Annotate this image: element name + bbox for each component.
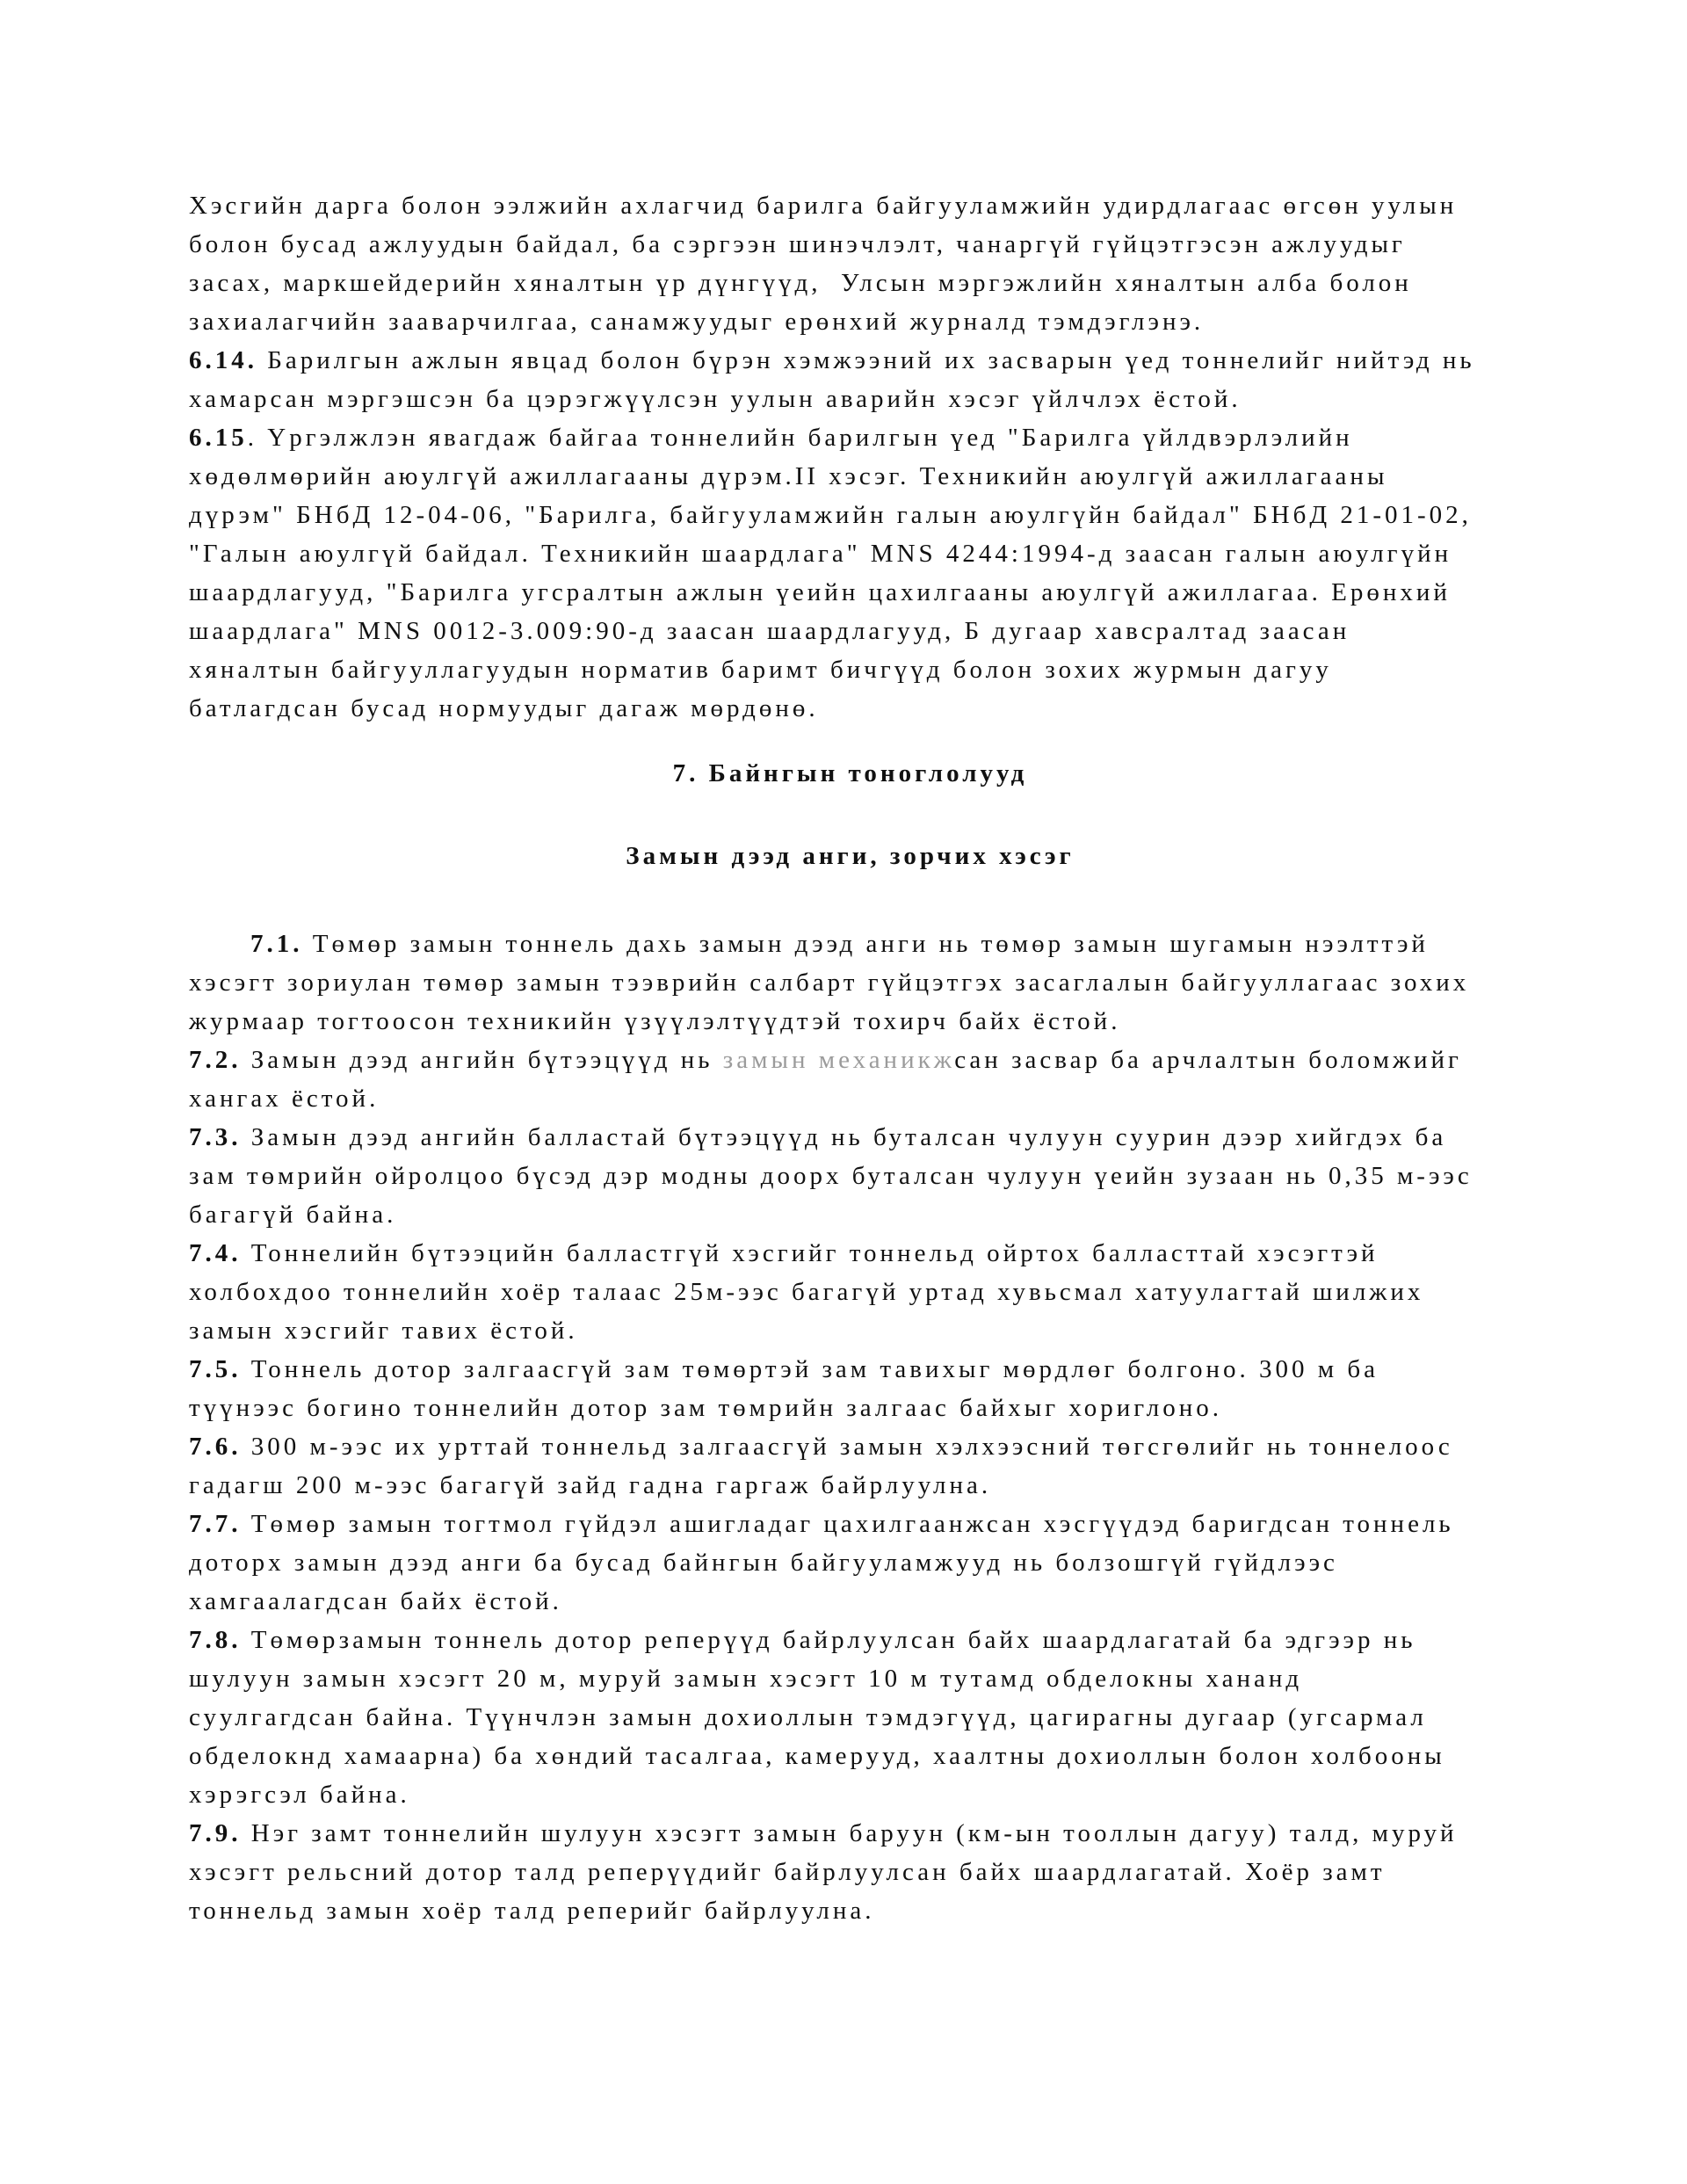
text-line [189,1273,1511,1311]
text-line [189,341,1511,380]
text-line [189,1466,1511,1505]
text-segment: Төмөрзамын тоннель дотор реперүүд байрлуулсан байх шаардлагатай ба эдгээр нь [241,1626,1416,1654]
text-line [189,1118,1511,1157]
text-segment: багагүй байна. [189,1201,397,1229]
text-line [189,1853,1511,1891]
text-segment: шулуун замын хэсэгт 20 м, муруй замын хэсэгт 10 м тутамд обделокны хананд [189,1665,1303,1693]
text-segment: Төмөр замын тогтмол гүйдэл ашигладаг цахилгаанжсан хэсгүүдэд баригдсан тоннель [241,1510,1454,1538]
clause-number: 6.14. [189,346,257,374]
heading-chapter-7 [189,754,1511,793]
clause-number: 7.5. [189,1355,242,1383]
document-body [189,186,1511,1930]
text-segment: зам төмрийн ойролцоо бүсэд дэр модны доорх буталсан чулуун үеийн зузаан нь 0,35 м-ээс [189,1162,1473,1190]
text-line [189,754,1511,793]
text-segment: Төмөр замын тоннель дахь замын дээд анги нь төмөр замын шугамын нээлттэй [302,930,1429,958]
text-line [189,418,1511,457]
text-segment: хэрэгсэл байна. [189,1781,410,1809]
faded-text: замын механикж [722,1046,955,1074]
text-line [189,1621,1511,1659]
text-segment: холбохдоо тоннелийн хоёр талаас 25м-ээс багагүй уртад хувьсмал хатуулагтай шилжих [189,1278,1424,1306]
text-segment: хөдөлмөрийн аюулгүй ажиллагааны дүрэм.II хэсэг. Техникийн аюулгүй ажиллагааны [189,462,1388,490]
para-7-7 [189,1505,1511,1621]
text-segment: обделокнд хамаарна) ба хөндий тасалгаа, камерууд, хаалтны дохиоллын болон холбооны [189,1742,1445,1770]
text-line [189,1891,1511,1930]
text-segment: Барилгын ажлын явцад болон бүрэн хэмжээний их засварын үед тоннелийг нийтэд нь [257,346,1475,374]
para-6-14 [189,341,1511,418]
text-segment: Хэсгийн дарга болон ээлжийн ахлагчид барилга байгууламжийн удирдлагаас өгсөн уулын [189,192,1458,220]
text-line [189,1698,1511,1737]
text-line [189,1775,1511,1814]
text-line [189,1427,1511,1466]
text-segment: шаардлага" MNS 0012-3.009:90-д заасан шаардлагууд, Б дугаар хавсралтад заасан [189,617,1350,645]
text-segment: гадагш 200 м-ээс багагүй зайд гадна гаргаж байрлуулна. [189,1471,992,1499]
text-segment: хангах ёстой. [189,1085,380,1113]
text-segment: Тоннель дотор залгаасгүй зам төмөртэй зам тавихыг мөрдлөг болгоно. 300 м ба [241,1355,1379,1383]
clause-number: 7.7. [189,1510,242,1538]
clause-number: 7.6. [189,1433,242,1461]
text-segment: тоннельд замын хоёр талд реперийг байрлуулна. [189,1897,875,1925]
text-line [189,1041,1511,1079]
text-segment: шаардлагууд, "Барилга угсралтын ажлын үеийн цахилгааны аюулгүй ажиллагаа. Ерөнхий [189,578,1451,606]
text-line [189,1195,1511,1234]
clause-number: 7.2. [189,1046,242,1074]
clause-number: 7.4. [189,1239,242,1267]
para-7-8 [189,1621,1511,1814]
text-line [189,1659,1511,1698]
clause-number: 7.3. [189,1123,242,1151]
text-line [189,186,1511,225]
text-line [189,963,1511,1002]
clause-number: 7.1. [250,930,303,958]
para-7-2 [189,1041,1511,1118]
text-segment: доторх замын дээд анги ба бусад байнгын байгууламжууд нь болзошгүй гүйдлээс [189,1549,1338,1577]
text-segment: түүнээс богино тоннелийн дотор зам төмрийн залгаас байхыг хориглоно. [189,1394,1222,1422]
para-7-9 [189,1814,1511,1930]
text-segment: Замын дээд ангийн балластай бүтээцүүд нь буталсан чулуун суурин дээр хийгдэх ба [241,1123,1447,1151]
text-segment: хяналтын байгууллагуудын норматив баримт бичгүүд болон зохих журмын дагуу [189,656,1332,684]
para-7-6 [189,1427,1511,1505]
text-segment: Замын дээд ангийн бүтээцүүд нь [241,1046,723,1074]
para-7-3 [189,1118,1511,1234]
text-line [189,1543,1511,1582]
text-segment: батлагдсан бусад нормуудыг дагаж мөрдөнө. [189,694,819,722]
clause-number: 7.9. [189,1819,242,1847]
text-segment: Нэг замт тоннелийн шулуун хэсэгт замын баруун (км-ын тооллын дагуу) талд, муруй [241,1819,1458,1847]
text-segment: суулгагдсан байна. Түүнчлэн замын дохиоллын тэмдэгүүд, цагирагны дугаар (угсармал [189,1703,1427,1731]
text-line [189,302,1511,341]
text-line [189,1002,1511,1041]
text-segment: журмаар тогтоосон техникийн үзүүлэлтүүдтэй тохирч байх ёстой. [189,1007,1121,1035]
text-line [189,1582,1511,1621]
text-line [189,380,1511,418]
text-segment: Тоннелийн бүтээцийн балластгүй хэсгийг тоннельд ойртох балласттай хэсэгтэй [241,1239,1379,1267]
text-line [189,1389,1511,1427]
clause-number: Замын дээд анги, зорчих хэсэг [626,842,1075,870]
heading-subsection [189,837,1511,875]
clause-number: 7.8. [189,1626,242,1654]
text-line [189,457,1511,496]
clause-number: 7. Байнгын тоноглолууд [672,759,1028,787]
text-segment: 300 м-ээс их урттай тоннельд залгаасгүй замын хэлхээсний төгсгөлийг нь тоннелоос [241,1433,1453,1461]
text-segment: "Галын аюулгүй байдал. Техникийн шаардлага" MNS 4244:1994-д заасан галын аюулгүйн [189,540,1452,568]
text-line [189,612,1511,650]
para-intro [189,186,1511,341]
clause-number: 6.15 [189,424,248,452]
para-6-15 [189,418,1511,728]
para-7-4 [189,1234,1511,1350]
text-line [189,1350,1511,1389]
text-segment: хэсэгт зориулан төмөр замын тээврийн салбарт гүйцэтгэх засаглалын байгууллагаас зохих [189,969,1470,997]
text-line [189,837,1511,875]
text-segment: хамгаалагдсан байх ёстой. [189,1587,562,1615]
text-segment: сан засвар ба арчлалтын боломжийг [954,1046,1462,1074]
text-line [189,534,1511,573]
text-segment: . Үргэлжлэн явагдаж байгаа тоннелийн барилгын үед "Барилга үйлдвэрлэлийн [247,424,1353,452]
text-line [189,925,1511,963]
text-line [189,573,1511,612]
text-line [189,1505,1511,1543]
text-line [189,1311,1511,1350]
text-segment: замын хэсгийг тавих ёстой. [189,1317,578,1345]
text-line [189,1737,1511,1775]
text-segment: хэсэгт рельсний дотор талд реперүүдийг байрлуулсан байх шаардлагатай. Хоёр замт [189,1858,1386,1886]
text-line [189,1234,1511,1273]
para-7-5 [189,1350,1511,1427]
text-line [189,1079,1511,1118]
text-line [189,689,1511,728]
text-line [189,650,1511,689]
text-line [189,1157,1511,1195]
text-line [189,496,1511,534]
text-line [189,1814,1511,1853]
text-segment: дүрэм" БНбД 12-04-06, "Барилга, байгууламжийн галын аюулгүйн байдал" БНбД 21-01-02, [189,501,1472,529]
text-segment: хамарсан мэргэшсэн ба цэрэгжүүлсэн уулын аварийн хэсэг үйлчлэх ёстой. [189,385,1242,413]
text-segment: засах, маркшейдерийн хяналтын үр дүнгүүд, Улсын мэргэжлийн хяналтын алба болон [189,269,1412,297]
para-7-1 [189,925,1511,1041]
text-line [189,264,1511,302]
text-line [189,225,1511,264]
text-segment: захиалагчийн зааварчилгаа, санамжуудыг ерөнхий журналд тэмдэглэнэ. [189,308,1205,336]
text-segment: болон бусад ажлуудын байдал, ба сэргээн шинэчлэлт, чанаргүй гүйцэтгэсэн ажлуудыг [189,230,1406,258]
